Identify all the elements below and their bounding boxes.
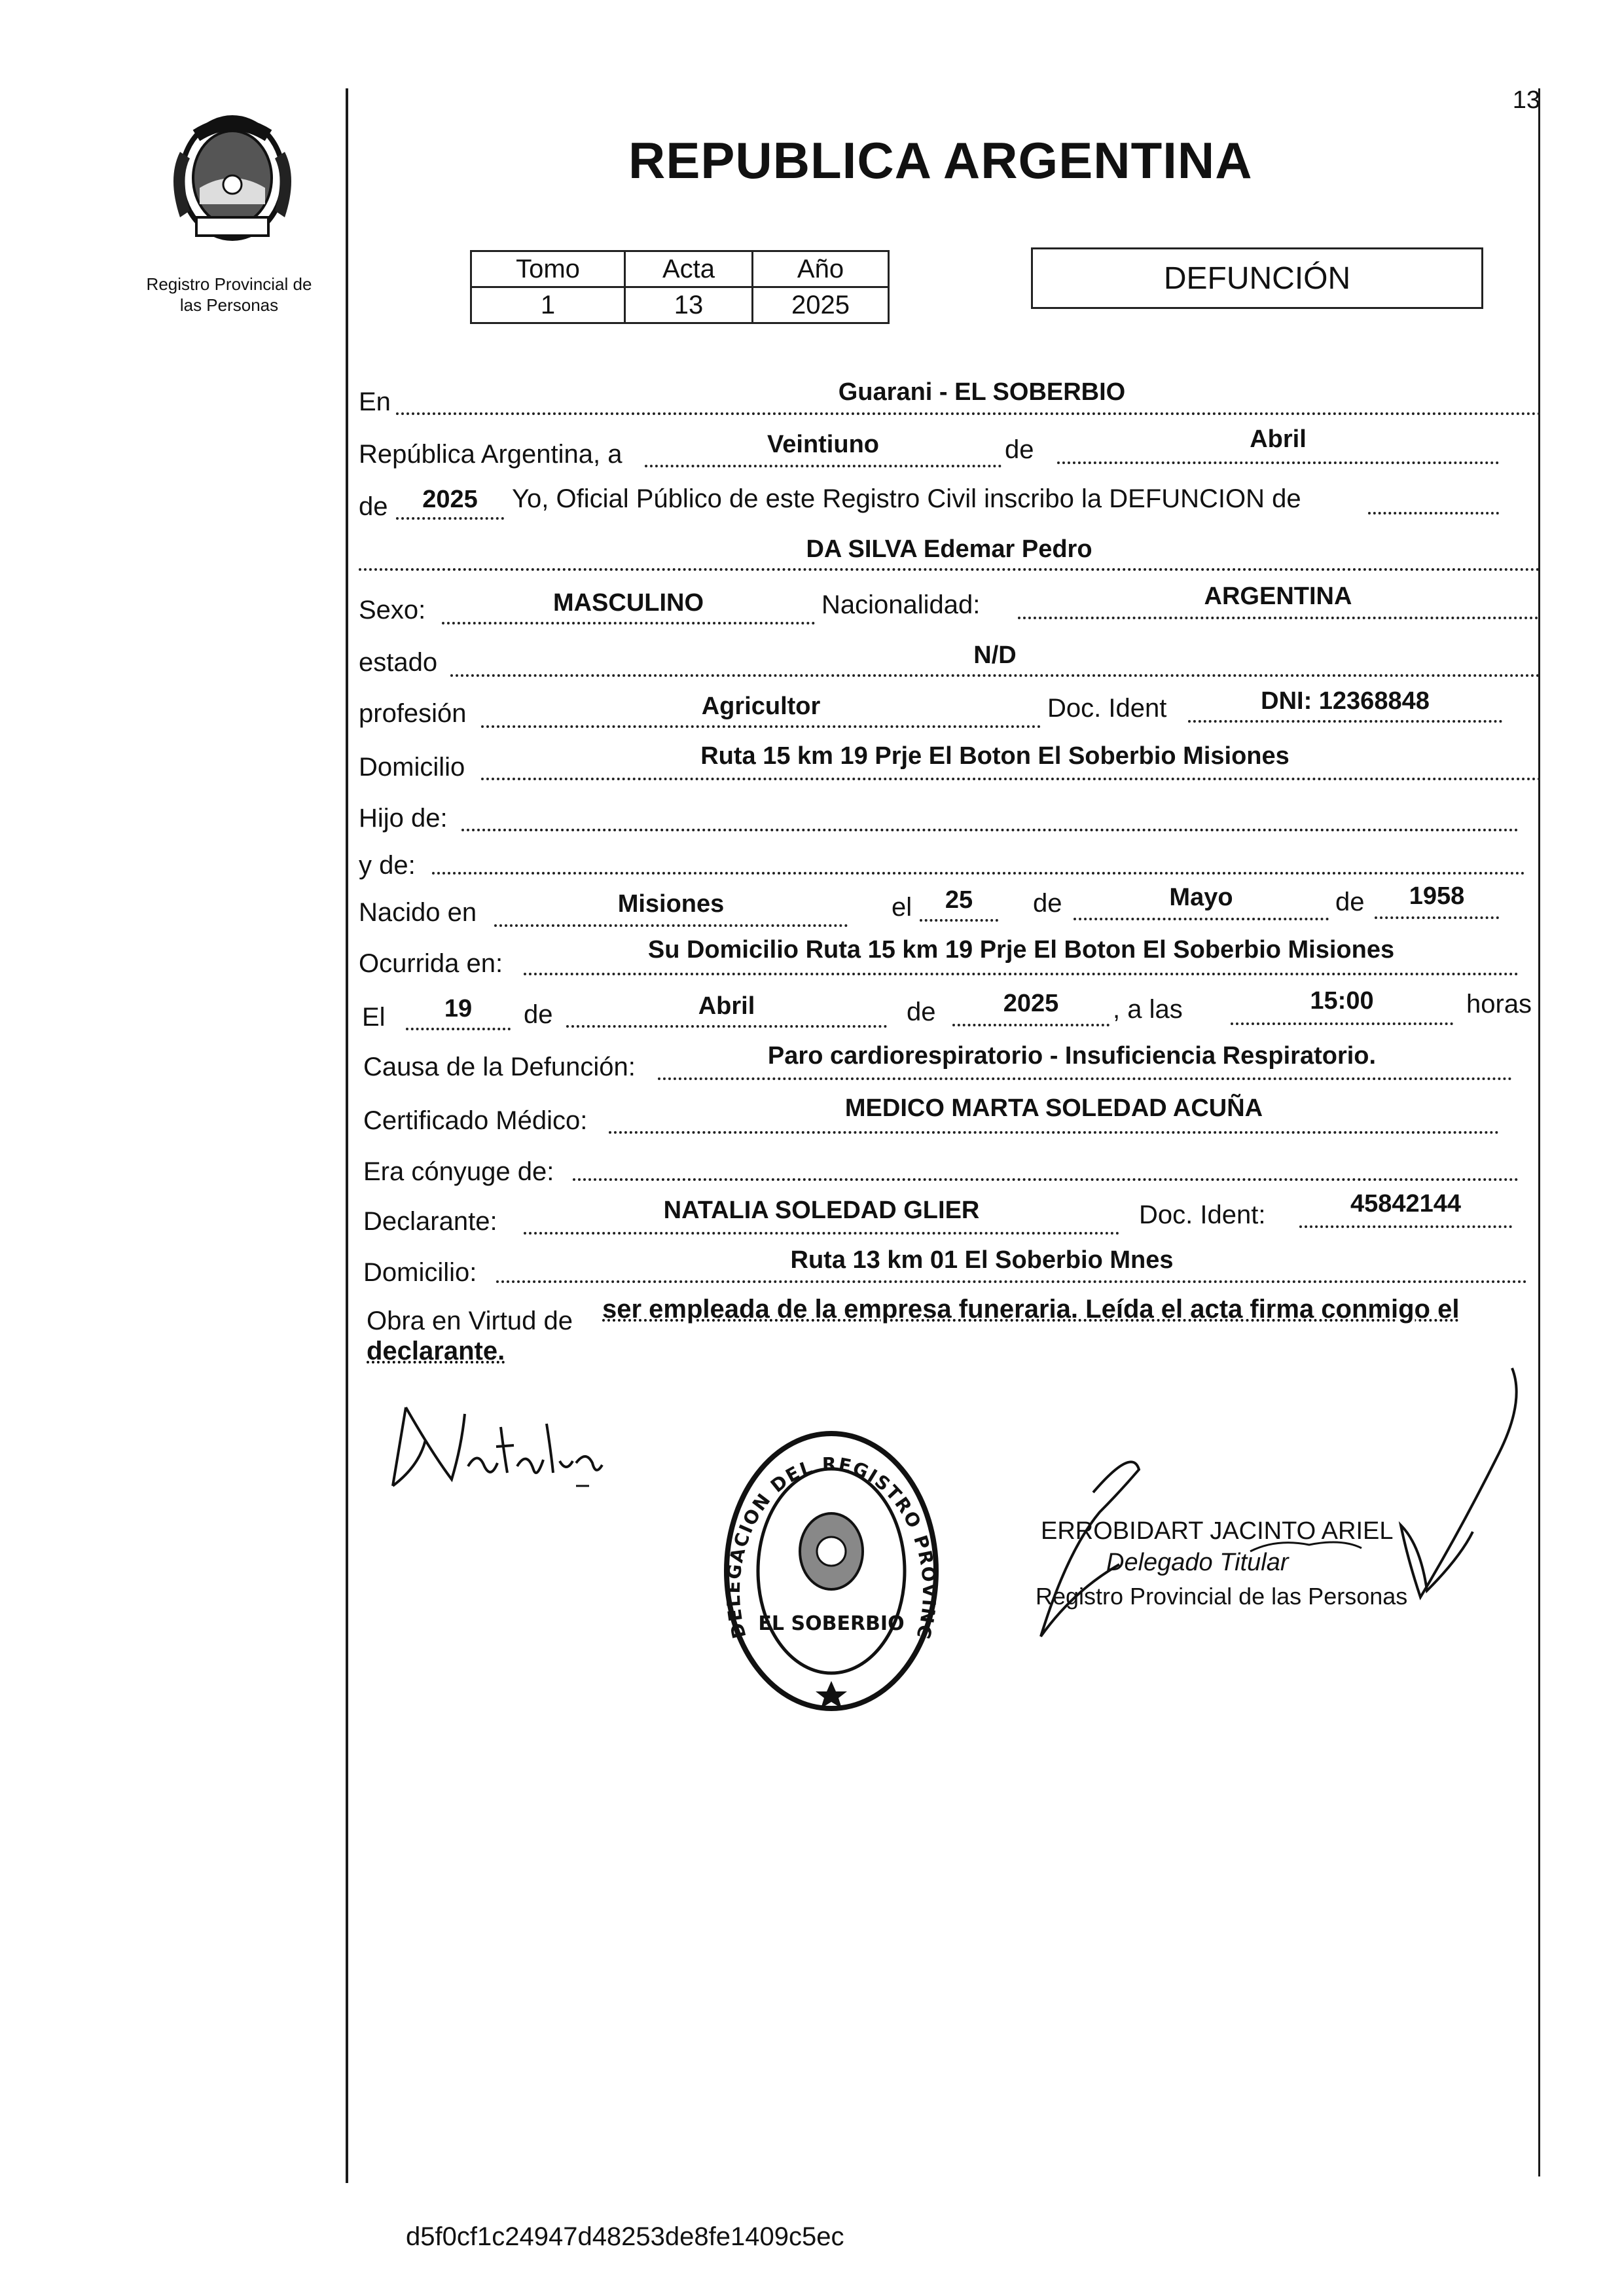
value-sexo: MASCULINO — [552, 589, 704, 617]
registry-caption-line2: las Personas — [179, 295, 279, 315]
label-de-5: de — [524, 1000, 553, 1029]
label-en: En — [359, 388, 391, 416]
line-estado — [450, 674, 1540, 677]
label-profesion: profesión — [359, 699, 467, 728]
value-declarante-domicilio: Ruta 13 km 01 El Soberbio Mnes — [790, 1246, 1174, 1274]
label-domicilio: Domicilio — [359, 753, 465, 782]
value-dia: Veintiuno — [767, 431, 879, 458]
line-def-hora — [1231, 1022, 1453, 1025]
value-def-mes: Abril — [698, 992, 755, 1020]
label-el-cap: El — [362, 1003, 386, 1032]
registry-caption — [124, 274, 334, 316]
line-causa — [658, 1077, 1512, 1080]
value-certificado: MEDICO MARTA SOLEDAD ACUÑA — [844, 1094, 1263, 1122]
declarant-signature — [380, 1388, 628, 1499]
left-margin-rule — [346, 88, 348, 2183]
line-dia — [645, 465, 1001, 467]
act-type-box: DEFUNCIÓN — [1031, 247, 1483, 309]
page-title: REPUBLICA ARGENTINA — [628, 132, 1253, 189]
value-obra-line1: ser empleada de la empresa funeraria. Leída el acta firma conmigo el — [602, 1295, 1460, 1324]
label-horas: horas — [1466, 990, 1532, 1019]
value-def-dia: 19 — [444, 995, 473, 1022]
value-def-anio: 2025 — [1003, 990, 1059, 1017]
label-doc-ident-2: Doc. Ident: — [1139, 1201, 1266, 1229]
registry-logo — [160, 106, 304, 250]
label-obra: Obra en Virtud de — [367, 1307, 573, 1335]
handwritten-signature-icon — [1001, 1362, 1538, 1663]
line-nacido-lugar — [494, 924, 848, 927]
value-nacido-anio: 1958 — [1409, 882, 1465, 910]
line-declarante — [524, 1232, 1119, 1235]
line-en — [396, 412, 1542, 415]
label-doc-ident: Doc. Ident — [1047, 694, 1167, 723]
official-name: ERROBIDART JACINTO ARIEL — [1041, 1517, 1394, 1545]
registry-caption-line1: Registro Provincial de — [146, 274, 312, 294]
page-number: 13 — [1512, 86, 1540, 114]
value-declarante: NATALIA SOLEDAD GLIER — [663, 1197, 980, 1224]
label-declarante: Declarante: — [363, 1207, 497, 1236]
label-de-6: de — [907, 998, 936, 1026]
value-causa: Paro cardiorespiratorio - Insuficiencia Respiratorio. — [767, 1042, 1377, 1070]
document-hash: d5f0cf1c24947d48253de8fe1409c5ec — [406, 2222, 844, 2251]
label-ocurrida-en: Ocurrida en: — [359, 949, 503, 978]
official-title: Delegado Titular — [1106, 1549, 1289, 1576]
label-a-las: , a las — [1113, 995, 1183, 1024]
line-ocurrida — [524, 973, 1519, 975]
label-nacionalidad: Nacionalidad: — [821, 590, 981, 619]
label-estado: estado — [359, 648, 438, 677]
value-tomo: 1 — [471, 287, 625, 323]
line-def-mes — [566, 1025, 887, 1028]
official-signature — [1001, 1362, 1538, 1663]
line-documento — [1188, 720, 1502, 723]
official-seal-icon — [720, 1427, 943, 1715]
line-def-dia — [406, 1028, 511, 1030]
value-mes: Abril — [1250, 425, 1307, 453]
line-nacido-anio — [1375, 916, 1499, 919]
value-nacido-mes: Mayo — [1169, 884, 1233, 911]
label-nacido-en: Nacido en — [359, 898, 477, 927]
delegation-seal — [720, 1427, 943, 1715]
line-domicilio — [481, 778, 1542, 780]
handwritten-signature-icon — [380, 1388, 628, 1499]
header-acta: Acta — [625, 251, 753, 287]
line-nacionalidad — [1018, 617, 1538, 619]
value-declarante-doc: 45842144 — [1350, 1190, 1462, 1218]
register-table — [470, 250, 890, 324]
line-oficial-end — [1368, 512, 1499, 515]
value-profesion: Agricultor — [701, 693, 821, 720]
line-nacido-dia — [920, 919, 998, 922]
value-anio: 2025 — [753, 287, 889, 323]
line-certificado — [609, 1131, 1499, 1134]
line-profesion — [481, 725, 1041, 728]
label-domicilio-2: Domicilio: — [363, 1258, 477, 1287]
value-anio: 2025 — [422, 486, 478, 513]
value-nacido-dia: 25 — [945, 886, 973, 914]
value-nacionalidad: ARGENTINA — [1204, 583, 1352, 610]
right-margin-rule — [1538, 88, 1540, 2176]
line-y-de — [432, 872, 1525, 875]
line-nacido-mes — [1074, 918, 1329, 920]
value-domicilio: Ruta 15 km 19 Prje El Boton El Soberbio Misiones — [700, 742, 1290, 770]
line-conyuge — [573, 1178, 1519, 1181]
label-certificado: Certificado Médico: — [363, 1106, 588, 1135]
value-def-hora: 15:00 — [1310, 987, 1374, 1015]
line-hijo-de — [461, 829, 1519, 831]
label-oficial: Yo, Oficial Público de este Registro Civil inscribo la DEFUNCION de — [512, 484, 1301, 513]
label-republica: República Argentina, a — [359, 440, 623, 469]
header-tomo: Tomo — [471, 251, 625, 287]
value-acta: 13 — [625, 287, 753, 323]
value-fallecido: DA SILVA Edemar Pedro — [806, 535, 1092, 563]
line-declarante-doc — [1299, 1225, 1512, 1228]
value-estado: N/D — [973, 641, 1017, 669]
label-el: el — [892, 893, 912, 922]
value-obra-line2: declarante. — [367, 1337, 505, 1365]
label-de-1: de — [1005, 435, 1034, 464]
official-office: Registro Provincial de las Personas — [1036, 1583, 1408, 1610]
label-y-de: y de: — [359, 851, 416, 880]
line-anio — [396, 517, 504, 520]
label-de-2: de — [359, 492, 388, 521]
seal-inner-text: EL SOBERBIO — [758, 1612, 905, 1635]
value-nacido-lugar: Misiones — [617, 890, 725, 918]
province-emblem-icon — [160, 106, 304, 250]
header-anio: Año — [753, 251, 889, 287]
label-de-3: de — [1033, 889, 1062, 918]
value-documento: DNI: 12368848 — [1261, 687, 1430, 715]
label-conyuge: Era cónyuge de: — [363, 1157, 554, 1186]
line-declarante-domicilio — [496, 1280, 1527, 1283]
line-fallecido — [359, 568, 1540, 571]
label-de-4: de — [1335, 888, 1365, 916]
label-sexo: Sexo: — [359, 596, 426, 624]
line-mes — [1057, 461, 1499, 464]
value-ocurrida: Su Domicilio Ruta 15 km 19 Prje El Boton El Soberbio Misiones — [647, 936, 1395, 964]
label-hijo-de: Hijo de: — [359, 804, 448, 833]
label-causa: Causa de la Defunción: — [363, 1053, 636, 1081]
line-sexo — [442, 622, 815, 624]
value-lugar: Guarani - EL SOBERBIO — [838, 378, 1126, 406]
seal-outer-text: DELEGACION DEL REGISTRO PROVINC — [722, 1453, 941, 1642]
line-def-anio — [952, 1024, 1110, 1026]
